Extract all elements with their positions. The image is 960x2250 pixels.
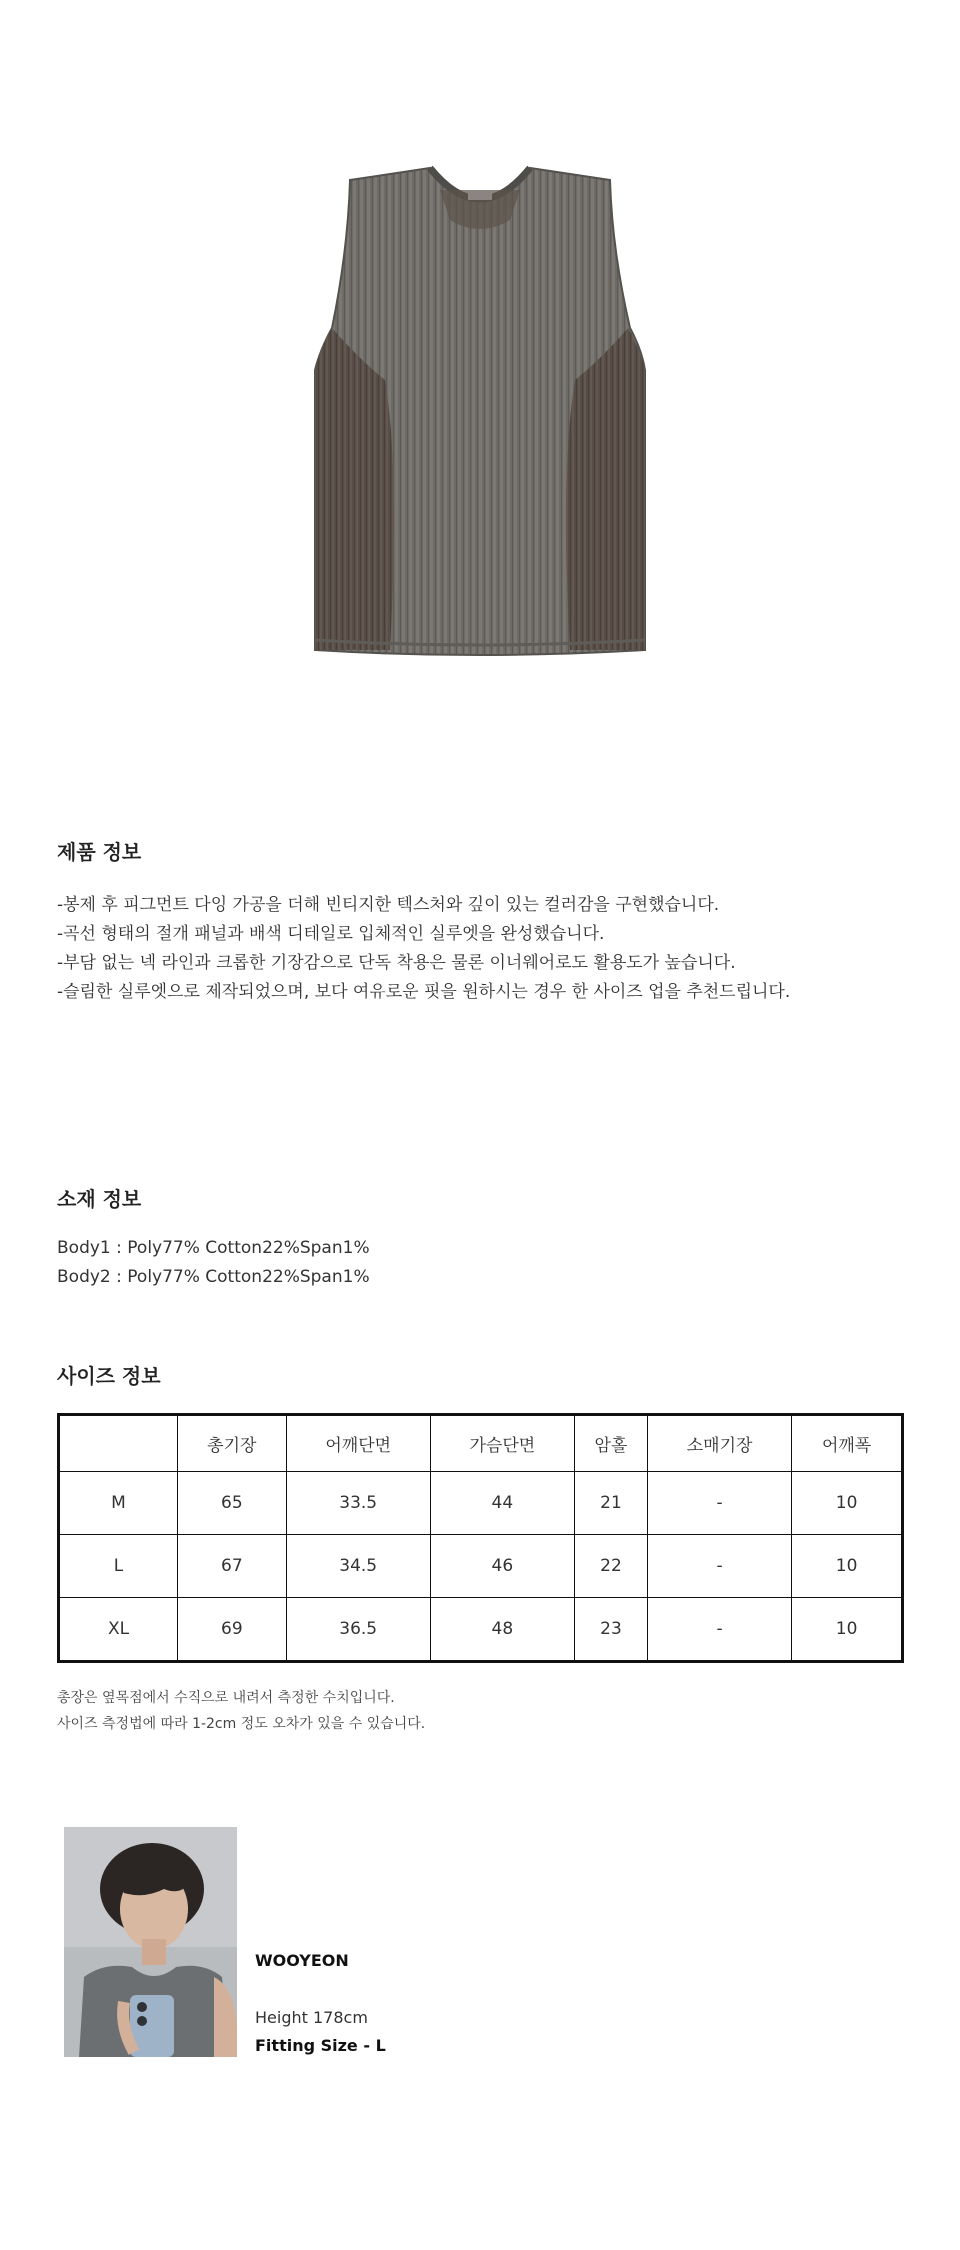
table-cell: 33.5 bbox=[286, 1472, 430, 1535]
table-cell: 48 bbox=[430, 1598, 574, 1662]
table-cell: 67 bbox=[178, 1535, 287, 1598]
neck-label bbox=[468, 190, 492, 200]
table-row bbox=[59, 1598, 903, 1662]
size-table-header: 어깨단면 bbox=[286, 1415, 430, 1472]
table-row bbox=[59, 1535, 903, 1598]
product-info-line: -곡선 형태의 절개 패널과 배색 디테일로 입체적인 실루엣을 완성했습니다. bbox=[57, 924, 605, 944]
size-table-header bbox=[59, 1415, 178, 1472]
size-table-header: 암홀 bbox=[574, 1415, 647, 1472]
size-table-header: 어깨폭 bbox=[792, 1415, 903, 1472]
size-table-header: 총기장 bbox=[178, 1415, 287, 1472]
size-label-cell: M bbox=[59, 1472, 178, 1535]
table-cell: 44 bbox=[430, 1472, 574, 1535]
size-table bbox=[57, 1413, 904, 1663]
size-table-header-row bbox=[59, 1415, 903, 1472]
table-cell: 10 bbox=[792, 1535, 903, 1598]
table-cell: 21 bbox=[574, 1472, 647, 1535]
table-row bbox=[59, 1472, 903, 1535]
material-line: Body2 : Poly77% Cotton22%Span1% bbox=[57, 1267, 370, 1287]
material-info-section bbox=[57, 1183, 917, 1292]
table-cell: - bbox=[648, 1598, 792, 1662]
table-cell: 34.5 bbox=[286, 1535, 430, 1598]
table-cell: 22 bbox=[574, 1535, 647, 1598]
table-cell: 10 bbox=[792, 1598, 903, 1662]
product-info-line: -부담 없는 넥 라인과 크롭한 기장감으로 단독 착용은 물론 이너웨어로도 활용도가 높습니다. bbox=[57, 953, 736, 973]
size-note: 총장은 옆목점에서 수직으로 내려서 측정한 수치입니다. bbox=[57, 1690, 395, 1706]
table-cell: - bbox=[648, 1472, 792, 1535]
size-note: 사이즈 측정법에 따라 1-2cm 정도 오차가 있을 수 있습니다. bbox=[57, 1716, 426, 1732]
product-info-line: -봉제 후 피그먼트 다잉 가공을 더해 빈티지한 텍스처와 깊이 있는 컬러감을 구현했습니다. bbox=[57, 895, 720, 915]
model-photo bbox=[64, 1827, 237, 2057]
size-label-cell: XL bbox=[59, 1598, 178, 1662]
size-info-title: 사이즈 정보 bbox=[57, 1364, 161, 1388]
size-info-section bbox=[57, 1360, 907, 1389]
table-cell: 46 bbox=[430, 1535, 574, 1598]
table-cell: 36.5 bbox=[286, 1598, 430, 1662]
model-fitting-size: Fitting Size - L bbox=[255, 2036, 386, 2055]
table-cell: 23 bbox=[574, 1598, 647, 1662]
table-cell: 65 bbox=[178, 1472, 287, 1535]
material-info-title: 소재 정보 bbox=[57, 1187, 142, 1211]
table-cell: - bbox=[648, 1535, 792, 1598]
table-cell: 10 bbox=[792, 1472, 903, 1535]
material-line: Body1 : Poly77% Cotton22%Span1% bbox=[57, 1238, 370, 1258]
product-info-section bbox=[57, 836, 917, 1007]
product-image bbox=[290, 150, 670, 670]
model-name: WOOYEON bbox=[255, 1951, 349, 1970]
product-info-line: -슬림한 실루엣으로 제작되었으며, 보다 여유로운 핏을 원하시는 경우 한 사이즈 업을 추천드립니다. bbox=[57, 982, 791, 1002]
product-info-title: 제품 정보 bbox=[57, 840, 142, 864]
model-height: Height 178cm bbox=[255, 2008, 368, 2027]
size-table-header: 소매기장 bbox=[648, 1415, 792, 1472]
table-cell: 69 bbox=[178, 1598, 287, 1662]
size-notes bbox=[57, 1685, 425, 1737]
size-label-cell: L bbox=[59, 1535, 178, 1598]
size-table-header: 가슴단면 bbox=[430, 1415, 574, 1472]
